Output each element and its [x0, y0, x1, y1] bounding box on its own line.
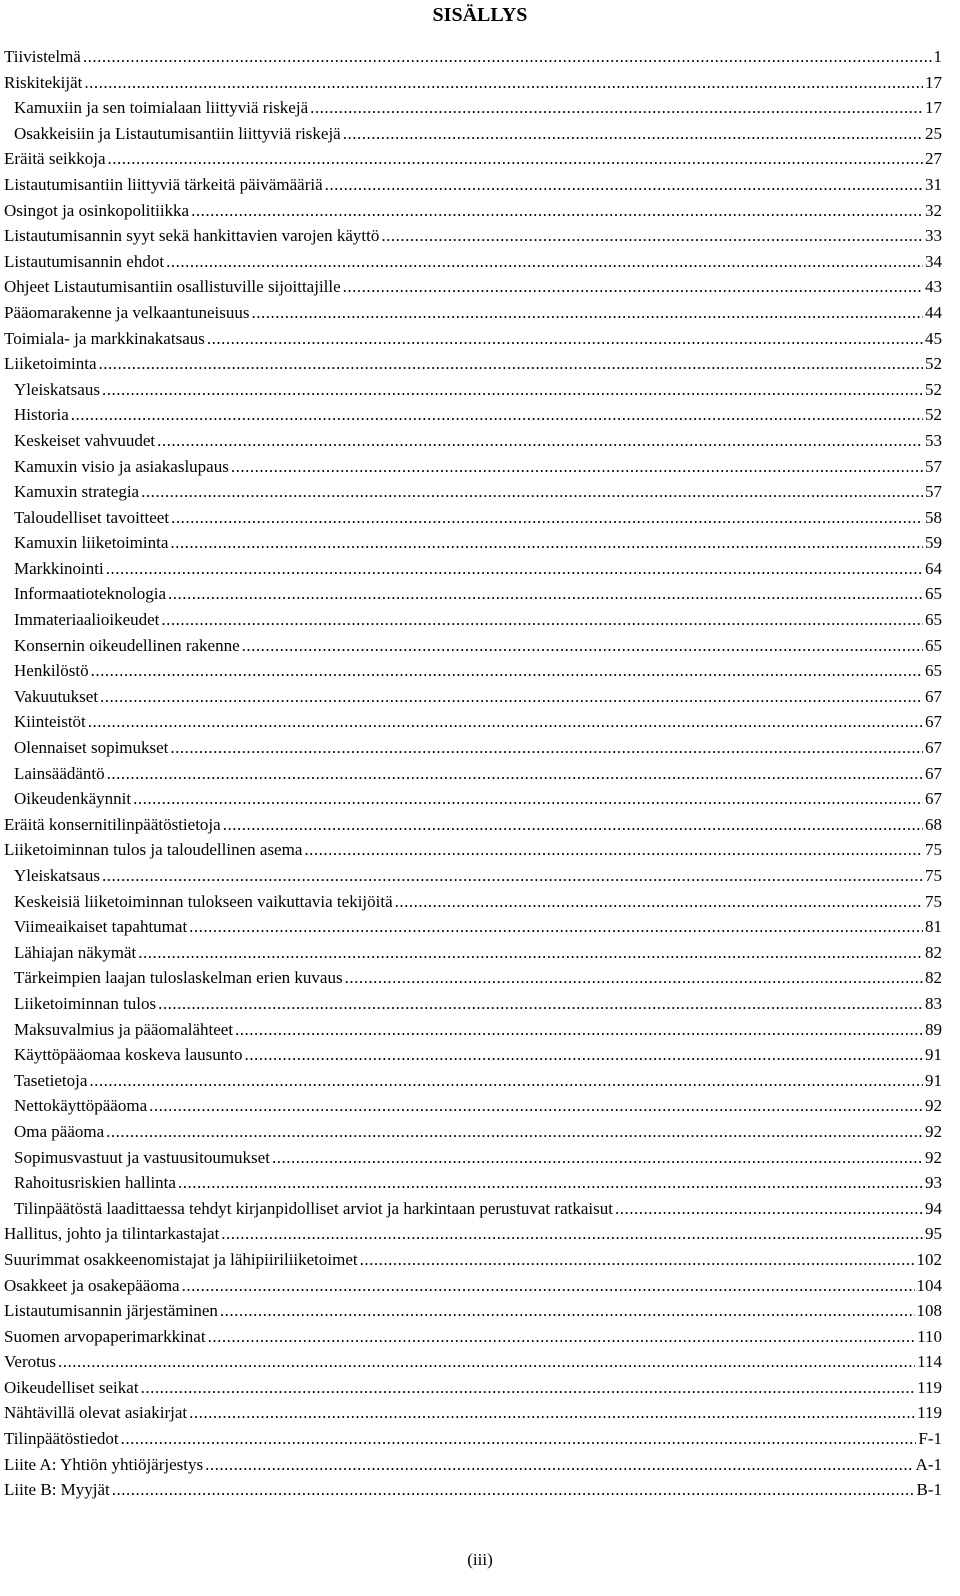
dot-leader — [107, 761, 923, 787]
toc-entry-page: 52 — [925, 379, 942, 399]
dot-leader — [205, 1452, 913, 1478]
toc-entry[interactable] — [4, 1273, 942, 1299]
toc-entry[interactable] — [4, 1196, 942, 1222]
toc-entry-label: Eräitä konsernitilinpäätöstietoja — [4, 814, 221, 834]
toc-entry-label: Keskeisiä liiketoiminnan tulokseen vaikuttavia tekijöitä — [14, 891, 393, 911]
toc-entry[interactable] — [4, 1477, 942, 1503]
dot-leader — [106, 556, 923, 582]
toc-entry[interactable] — [4, 198, 942, 224]
toc-entry[interactable] — [4, 428, 942, 454]
dot-leader — [221, 1221, 923, 1247]
dot-leader — [231, 454, 923, 480]
toc-entry[interactable] — [4, 1324, 942, 1350]
dot-leader — [102, 377, 923, 403]
toc-entry-label: Oikeudenkäynnit — [14, 789, 132, 809]
toc-entry-label: Kiinteistöt — [14, 712, 86, 732]
toc-entry[interactable] — [4, 761, 942, 787]
page-number-footer: (iii) — [467, 1550, 493, 1569]
toc-entry-label: Maksuvalmius ja pääomalähteet — [14, 1019, 234, 1039]
dot-leader — [133, 786, 923, 812]
toc-entry-page: 45 — [925, 328, 942, 348]
dot-leader — [106, 1119, 923, 1145]
toc-entry[interactable] — [4, 1247, 942, 1273]
toc-entry-page: 27 — [925, 149, 942, 169]
toc-entry-label: Listautumisannin ehdot — [4, 251, 165, 271]
toc-entry-page: 43 — [925, 277, 942, 297]
toc-entry-label: Suurimmat osakkeenomistajat ja lähipiiriliiketoimet — [4, 1249, 358, 1269]
toc-entry[interactable] — [4, 889, 942, 915]
toc-entry-label: Käyttöpääomaa koskeva lausunto — [14, 1045, 243, 1065]
toc-entry-page: 67 — [925, 738, 942, 758]
toc-entry-label: Verotus — [4, 1352, 56, 1372]
toc-entry[interactable] — [4, 1170, 942, 1196]
toc-entry-page: 75 — [925, 866, 942, 885]
toc-entry[interactable] — [4, 326, 942, 352]
toc-entry-label: Nähtävillä olevat asiakirjat — [4, 1403, 188, 1423]
dot-leader — [235, 1017, 923, 1043]
toc-entry-page: 52 — [925, 405, 942, 425]
toc-entry-label: Listautumisannin syyt sekä hankittavien varojen käyttö — [4, 226, 380, 246]
toc-entry-page: 67 — [925, 712, 942, 732]
toc-entry[interactable] — [4, 1119, 942, 1145]
toc-entry[interactable] — [4, 377, 942, 403]
toc-entry-page: 67 — [925, 763, 942, 783]
dot-leader — [99, 351, 923, 377]
toc-entry-label: Sopimusvastuut ja vastuusitoumukset — [14, 1147, 270, 1167]
toc-entry-label: Konsernin oikeudellinen rakenne — [14, 635, 240, 655]
toc-entry-label: Henkilöstö — [14, 661, 89, 681]
dot-leader — [220, 1298, 915, 1324]
toc-entry-label: Osakkeet ja osakepääoma — [4, 1275, 180, 1295]
toc-entry[interactable] — [4, 812, 942, 838]
toc-entry-label: Ohjeet Listautumisantiin osallistuville sijoittajille — [4, 277, 341, 297]
toc-entry-label: Oma pääoma — [14, 1121, 105, 1141]
dot-leader — [161, 607, 923, 633]
toc-entry-label: Osingot ja osinkopolitiikka — [4, 200, 190, 220]
toc-entry-label: Yleiskatsaus — [14, 866, 100, 885]
dot-leader — [242, 633, 923, 659]
toc-entry[interactable] — [4, 581, 942, 607]
toc-entry-label: Liite A: Yhtiön yhtiöjärjestys — [4, 1454, 204, 1474]
toc-entry-label: Lähiajan näkymät — [14, 942, 137, 962]
toc-entry-page: 67 — [925, 789, 942, 809]
toc-entry-label: Olennaiset sopimukset — [14, 738, 169, 758]
toc-entry-page: 119 — [917, 1403, 942, 1423]
toc-entry[interactable] — [4, 940, 942, 966]
dot-leader — [84, 70, 923, 96]
toc-entry[interactable] — [4, 1017, 942, 1043]
toc-entry-label: Rahoitusriskien hallinta — [14, 1173, 176, 1193]
toc-entry-label: Hallitus, johto ja tilintarkastajat — [4, 1224, 220, 1244]
toc-entry[interactable] — [4, 1221, 942, 1247]
dot-leader — [168, 581, 923, 607]
toc-entry-page: B-1 — [916, 1480, 942, 1500]
toc-entry-page: F-1 — [918, 1429, 942, 1449]
toc-entry-page: 92 — [925, 1096, 942, 1116]
toc-entry-page: 57 — [925, 482, 942, 502]
dot-leader — [251, 300, 923, 326]
toc-entry-page: 119 — [917, 1377, 942, 1397]
toc-entry[interactable] — [4, 44, 942, 70]
dot-leader — [381, 223, 923, 249]
dot-leader — [325, 172, 923, 198]
toc-entry-page: 104 — [916, 1275, 942, 1295]
dot-leader — [170, 735, 923, 761]
toc-entry-label: Kamuxiin ja sen toimialaan liittyviä riskejä — [14, 98, 309, 118]
toc-entry[interactable] — [4, 223, 942, 249]
toc-entry[interactable] — [4, 607, 942, 633]
toc-entry[interactable] — [4, 735, 942, 761]
toc-entry-page: 102 — [916, 1249, 942, 1269]
dot-leader — [91, 658, 923, 684]
dot-leader — [395, 889, 923, 915]
toc-entry-page: 59 — [925, 533, 942, 553]
toc-entry-page: 1 — [933, 47, 942, 66]
toc-entry[interactable] — [4, 786, 942, 812]
toc-entry-page: 44 — [925, 302, 942, 322]
dot-leader — [189, 1400, 915, 1426]
dot-leader — [100, 684, 923, 710]
toc-entry[interactable] — [4, 95, 942, 121]
toc-entry-page: 31 — [925, 174, 942, 194]
toc-entry-page: 53 — [925, 430, 942, 450]
toc-entry[interactable] — [4, 530, 942, 556]
dot-leader — [171, 505, 923, 531]
toc-entry[interactable] — [4, 479, 942, 505]
toc-entry-label: Lainsäädäntö — [14, 763, 105, 783]
toc-entry-page: 91 — [925, 1070, 942, 1090]
toc-entry-label: Tärkeimpien laajan tuloslaskelman erien kuvaus — [14, 968, 343, 988]
toc-entry-page: 93 — [925, 1173, 942, 1193]
toc-entry[interactable] — [4, 633, 942, 659]
toc-entry[interactable] — [4, 402, 942, 428]
toc-entry-label: Kamuxin liiketoiminta — [14, 533, 169, 553]
toc-entry-label: Yleiskatsaus — [14, 379, 100, 399]
toc-entry-label: Osakkeisiin ja Listautumisantiin liittyviä riskejä — [14, 123, 341, 143]
dot-leader — [83, 44, 932, 70]
toc-entry-label: Informaatioteknologia — [14, 584, 167, 604]
toc-entry-label: Immateriaalioikeudet — [14, 610, 160, 630]
toc-entry[interactable] — [4, 351, 942, 377]
toc-entry[interactable] — [4, 684, 942, 710]
toc-entry-page: 67 — [925, 686, 942, 706]
toc-entry-page: 75 — [925, 891, 942, 911]
toc-entry-label: Riskitekijät — [4, 72, 83, 92]
dot-leader — [207, 326, 923, 352]
dot-leader — [272, 1145, 923, 1171]
dot-leader — [88, 709, 923, 735]
toc-entry[interactable] — [4, 454, 942, 480]
toc-entry-label: Historia — [14, 405, 69, 425]
toc-entry[interactable] — [4, 70, 942, 96]
dot-leader — [89, 1068, 923, 1094]
toc-entry[interactable] — [4, 1068, 942, 1094]
toc-entry[interactable] — [4, 1093, 942, 1119]
toc-entry-page: 34 — [925, 251, 942, 271]
dot-leader — [141, 1375, 916, 1401]
toc-entry-page: 81 — [925, 917, 942, 937]
dot-leader — [310, 95, 923, 121]
toc-entry-page: 17 — [925, 98, 942, 118]
toc-entry-page: 25 — [925, 123, 942, 143]
dot-leader — [71, 402, 923, 428]
dot-leader — [304, 837, 923, 863]
dot-leader — [615, 1196, 923, 1222]
toc-entry[interactable] — [4, 1426, 942, 1452]
toc-entry-page: 108 — [916, 1301, 942, 1321]
toc-entry[interactable] — [4, 274, 942, 300]
dot-leader — [360, 1247, 915, 1273]
toc-entry-page: 92 — [925, 1147, 942, 1167]
dot-leader — [108, 146, 924, 172]
toc-entry-label: Vakuutukset — [14, 686, 99, 706]
dot-leader — [191, 198, 923, 224]
dot-leader — [138, 940, 923, 966]
toc-entry[interactable] — [4, 1042, 942, 1068]
dot-leader — [182, 1273, 915, 1299]
dot-leader — [189, 914, 923, 940]
toc-entry-page: 32 — [925, 200, 942, 220]
toc-entry[interactable] — [4, 863, 942, 889]
toc-entry-label: Pääomarakenne ja velkaantuneisuus — [4, 302, 250, 322]
toc-entry[interactable] — [4, 172, 942, 198]
toc-entry[interactable] — [4, 556, 942, 582]
toc-entry-page: 65 — [925, 584, 942, 604]
toc-entry-page: 65 — [925, 610, 942, 630]
toc-entry[interactable] — [4, 837, 942, 863]
dot-leader — [345, 965, 923, 991]
toc-entry-label: Oikeudelliset seikat — [4, 1377, 139, 1397]
toc-entry-page: 82 — [925, 968, 942, 988]
toc-entry-page: 83 — [925, 993, 942, 1013]
toc-entry-label: Liiketoiminnan tulos ja taloudellinen asema — [4, 840, 303, 860]
toc-entry-label: Markkinointi — [14, 558, 104, 578]
dot-leader — [102, 863, 923, 889]
toc-entry-label: Taloudelliset tavoitteet — [14, 507, 170, 527]
toc-entry-label: Liiketoiminta — [4, 354, 97, 374]
toc-entry-page: 65 — [925, 661, 942, 681]
toc-entry-page: 91 — [925, 1045, 942, 1065]
toc-entry[interactable] — [4, 300, 942, 326]
toc-entry-label: Tilinpäätöstä laadittaessa tehdyt kirjanpidolliset arviot ja harkintaan perustuvat ratkaisut — [14, 1198, 613, 1218]
toc-entry-page: 92 — [925, 1121, 942, 1141]
page-title: SISÄLLYS — [432, 4, 528, 26]
toc-entry-page: 17 — [925, 72, 942, 92]
toc-entry[interactable] — [4, 1145, 942, 1171]
dot-leader — [208, 1324, 916, 1350]
dot-leader — [149, 1093, 923, 1119]
dot-leader — [58, 1349, 915, 1375]
toc-entry-label: Suomen arvopaperimarkkinat — [4, 1326, 206, 1346]
dot-leader — [223, 812, 923, 838]
toc-entry[interactable] — [4, 1375, 942, 1401]
dot-leader — [170, 530, 923, 556]
dot-leader — [343, 121, 923, 147]
toc-entry-label: Keskeiset vahvuudet — [14, 430, 156, 450]
dot-leader — [245, 1042, 924, 1068]
dot-leader — [157, 428, 923, 454]
toc-entry-label: Nettokäyttöpääoma — [14, 1096, 148, 1116]
toc-entry[interactable] — [4, 658, 942, 684]
toc-entry-page: 75 — [925, 840, 942, 860]
toc-entry-page: 89 — [925, 1019, 942, 1039]
toc-entry-page: 58 — [925, 507, 942, 527]
dot-leader — [158, 991, 923, 1017]
toc-entry-page: 82 — [925, 942, 942, 962]
toc-entry-page: 65 — [925, 635, 942, 655]
toc-entry-label: Viimeaikaiset tapahtumat — [14, 917, 188, 937]
toc-entry-label: Liiketoiminnan tulos — [14, 993, 157, 1013]
toc-entry-page: 95 — [925, 1224, 942, 1244]
toc-entry-page: 57 — [925, 456, 942, 476]
toc-entry[interactable] — [4, 146, 942, 172]
toc-entry-label: Eräitä seikkoja — [4, 149, 106, 169]
dot-leader — [121, 1426, 917, 1452]
table-of-contents — [4, 44, 942, 1503]
toc-entry-label: Liite B: Myyjät — [4, 1480, 110, 1500]
toc-entry[interactable] — [4, 965, 942, 991]
toc-entry-page: 68 — [925, 814, 942, 834]
toc-entry-label: Tasetietoja — [14, 1070, 88, 1090]
dot-leader — [112, 1477, 915, 1503]
toc-entry-page: 110 — [917, 1326, 942, 1346]
toc-entry-page: 114 — [917, 1352, 942, 1372]
toc-entry[interactable] — [4, 121, 942, 147]
toc-entry[interactable] — [4, 1400, 942, 1426]
toc-entry[interactable] — [4, 1452, 942, 1478]
dot-leader — [141, 479, 923, 505]
toc-entry-label: Listautumisannin järjestäminen — [4, 1301, 218, 1321]
toc-entry-label: Listautumisantiin liittyviä tärkeitä päivämääriä — [4, 174, 323, 194]
toc-entry-page: 94 — [925, 1198, 942, 1218]
toc-entry-label: Toimiala- ja markkinakatsaus — [4, 328, 205, 348]
toc-entry-label: Tilinpäätöstiedot — [4, 1429, 119, 1449]
toc-entry[interactable] — [4, 1298, 942, 1324]
toc-entry-page: 33 — [925, 226, 942, 246]
toc-entry[interactable] — [4, 991, 942, 1017]
toc-entry[interactable] — [4, 1349, 942, 1375]
toc-entry[interactable] — [4, 505, 942, 531]
toc-entry-page: A-1 — [915, 1454, 942, 1474]
dot-leader — [343, 274, 923, 300]
dot-leader — [166, 249, 923, 275]
dot-leader — [178, 1170, 923, 1196]
toc-entry-page: 64 — [925, 558, 942, 578]
toc-entry[interactable] — [4, 709, 942, 735]
toc-entry-label: Kamuxin strategia — [14, 482, 140, 502]
toc-entry-label: Tiivistelmä — [4, 47, 81, 66]
toc-entry[interactable] — [4, 914, 942, 940]
toc-entry-page: 52 — [925, 354, 942, 374]
toc-entry-label: Kamuxin visio ja asiakaslupaus — [14, 456, 229, 476]
toc-entry[interactable] — [4, 249, 942, 275]
